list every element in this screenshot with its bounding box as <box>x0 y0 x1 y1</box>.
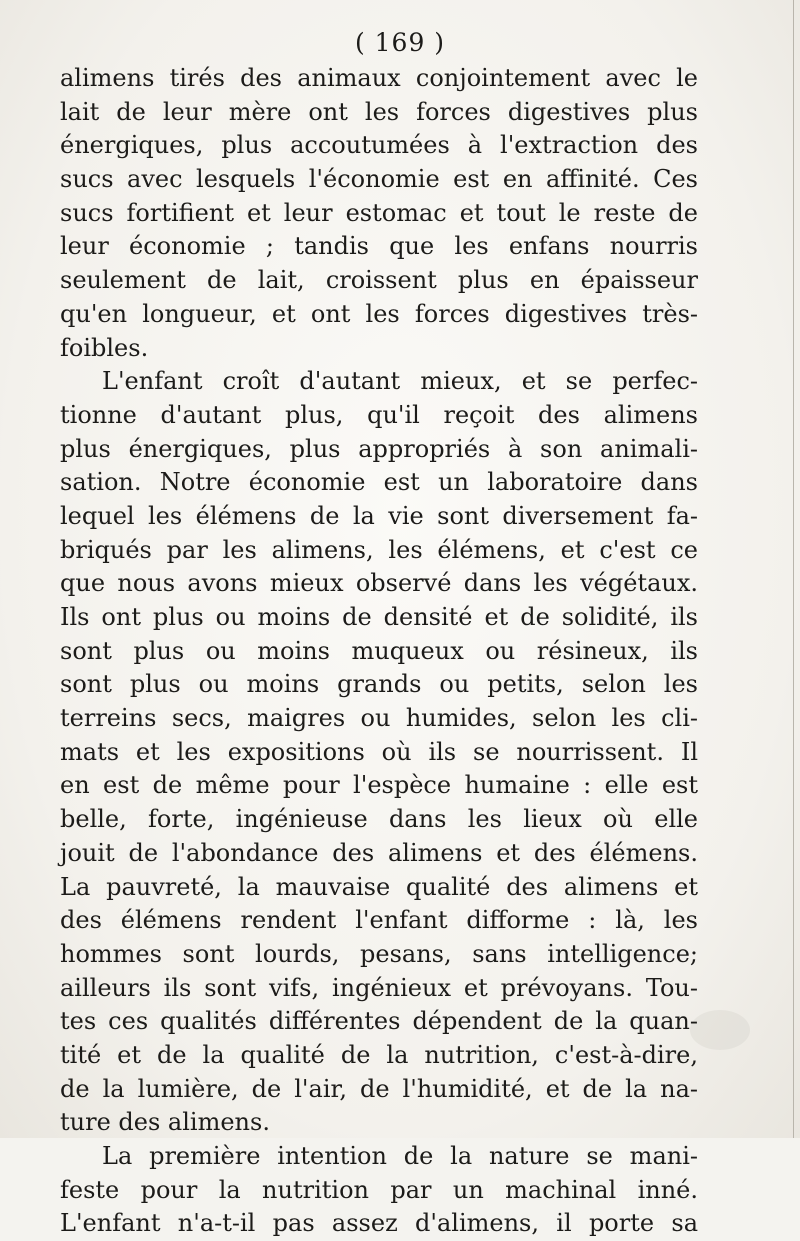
text-line: en est de même pour l'espèce humaine : elle est <box>60 771 698 800</box>
text-line: terreins secs, maigres ou humides, selon les cli- <box>60 704 698 733</box>
text-line: sont plus ou moins muqueux ou résineux, ils <box>60 636 698 665</box>
text-line: La pauvreté, la mauvaise qualité des alimens et <box>60 872 698 901</box>
text-line: feste pour la nutrition par un machinal inné. <box>60 1175 698 1204</box>
text-line: foibles. <box>60 333 149 362</box>
text-line: que nous avons mieux observé dans les végétaux. <box>60 569 698 598</box>
text-line: sation. Notre économie est un laboratoire dans <box>60 468 698 497</box>
text-line: qu'en longueur, et ont les forces digestives très- <box>60 299 698 328</box>
text-line: sucs avec lesquels l'économie est en affinité. Ces <box>60 165 698 194</box>
page-number: ( 169 ) <box>354 28 446 57</box>
text-line: de la lumière, de l'air, de l'humidité, et de la na- <box>60 1074 698 1103</box>
text-line: Ils ont plus ou moins de densité et de solidité, ils <box>60 603 698 631</box>
text-line: plus énergiques, plus appropriés à son animali- <box>60 434 698 463</box>
text-line: tité et de la qualité de la nutrition, c'est-à-dire, <box>60 1040 698 1069</box>
text-line: ture des alimens. <box>60 1108 270 1137</box>
text-line: lequel les élémens de la vie sont diversement fa- <box>60 501 698 530</box>
body-text <box>60 62 698 1241</box>
text-line: énergiques, plus accoutumées à l'extraction des <box>60 131 698 160</box>
text-line: briqués par les alimens, les élémens, et c'est ce <box>60 535 698 564</box>
text-line: leur économie ; tandis que les enfans nourris <box>60 232 698 261</box>
text-line: La première intention de la nature se mani- <box>102 1142 698 1170</box>
text-line: tionne d'autant plus, qu'il reçoit des alimens <box>60 400 698 429</box>
text-line: seulement de lait, croissent plus en épaisseur <box>60 266 698 295</box>
text-line: sont plus ou moins grands ou petits, selon les <box>60 670 698 699</box>
text-line: lait de leur mère ont les forces digestives plus <box>60 97 698 126</box>
text-line: des élémens rendent l'enfant difforme : là, les <box>60 906 698 935</box>
text-line: belle, forte, ingénieuse dans les lieux où elle <box>60 805 698 834</box>
page-edge-line <box>793 0 794 1138</box>
text-line: alimens tirés des animaux conjointement avec le <box>60 64 698 92</box>
text-line: jouit de l'abondance des alimens et des élémens. <box>60 838 698 867</box>
text-line: tes ces qualités différentes dépendent de la quan- <box>60 1007 698 1036</box>
text-line: L'enfant n'a-t-il pas assez d'alimens, il porte sa <box>60 1209 698 1238</box>
text-line: sucs fortifient et leur estomac et tout le reste de <box>60 198 698 227</box>
text-line: mats et les expositions où ils se nourrissent. Il <box>60 737 698 766</box>
text-line: L'enfant croît d'autant mieux, et se perfec- <box>102 367 698 396</box>
text-line: hommes sont lourds, pesans, sans intelligence; <box>60 939 698 968</box>
text-line: ailleurs ils sont vifs, ingénieux et prévoyans. Tou- <box>60 973 698 1002</box>
paper-stain <box>690 1010 750 1050</box>
